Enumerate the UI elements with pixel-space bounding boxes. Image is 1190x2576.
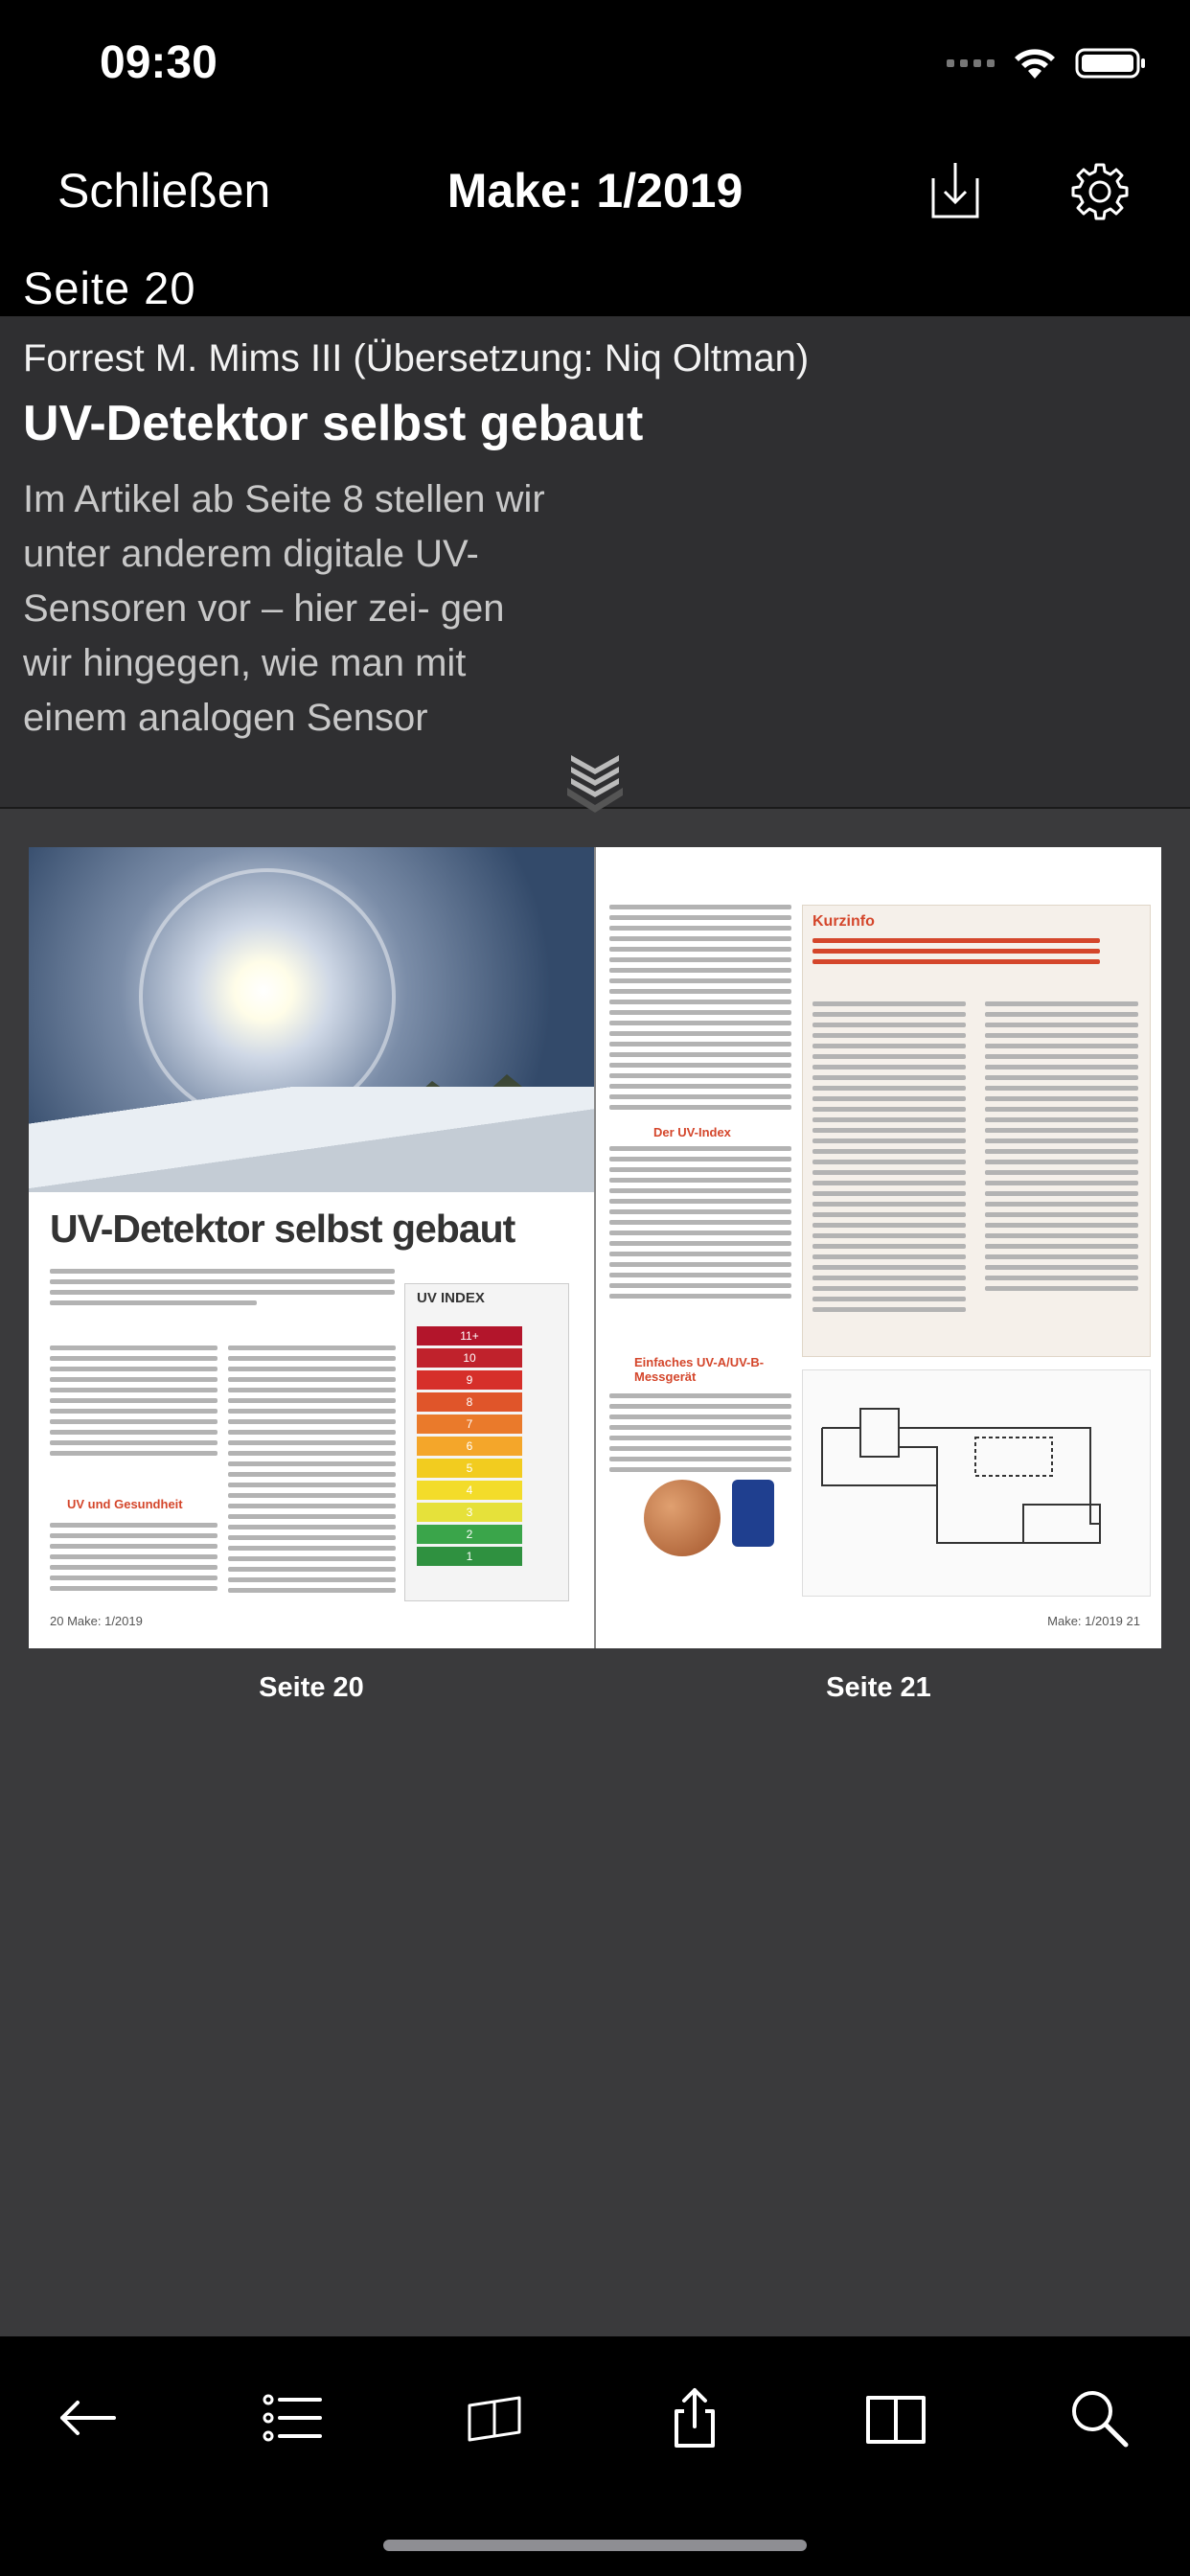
uv-index-title: UV INDEX <box>417 1290 485 1306</box>
article-title: UV-Detektor selbst gebaut <box>23 396 644 451</box>
checklist-column <box>812 1001 966 1318</box>
uv-level: 4 <box>417 1481 522 1500</box>
gear-icon[interactable] <box>1069 161 1131 222</box>
navigation-bar <box>0 134 1190 254</box>
body-column-2 <box>228 1346 396 1598</box>
intro-text <box>50 1269 395 1311</box>
body-column-1b <box>50 1523 217 1597</box>
status-time: 09:30 <box>100 37 217 88</box>
home-indicator[interactable] <box>383 2540 807 2551</box>
article-teaser: Im Artikel ab Seite 8 stellen wir unter anderem digitale UV-Sensoren vor – hier zei- gen wir hingegen, wie man mit einem analogen Sensor <box>23 478 545 739</box>
body-column-left <box>609 905 791 1116</box>
uv-level: 8 <box>417 1392 522 1412</box>
page-footer: 20 Make: 1/2019 <box>50 1614 143 1628</box>
back-arrow-icon[interactable] <box>55 2384 122 2451</box>
close-button[interactable]: Schließen <box>57 164 271 218</box>
page-headline: UV-Detektor selbst gebaut <box>50 1207 515 1251</box>
magazine-spread <box>29 847 1161 1648</box>
uv-level: 2 <box>417 1525 522 1544</box>
uv-scale <box>417 1326 522 1569</box>
uv-level: 10 <box>417 1348 522 1368</box>
status-bar <box>0 0 1190 134</box>
download-icon[interactable] <box>926 157 985 222</box>
status-indicators <box>947 46 1148 80</box>
uv-level: 9 <box>417 1370 522 1390</box>
snow-slope <box>29 1087 594 1192</box>
list-icon[interactable] <box>259 2384 326 2451</box>
section-simple-meter: Einfaches UV-A/UV-B-Messgerät <box>634 1355 765 1384</box>
book-icon[interactable] <box>862 2384 929 2451</box>
page-header <box>0 254 1190 316</box>
page-flip-icon[interactable] <box>460 2384 527 2451</box>
wifi-icon <box>1012 46 1058 80</box>
signal-icon <box>947 59 995 67</box>
battery-icon <box>1075 46 1148 80</box>
uv-level: 3 <box>417 1503 522 1522</box>
article-author: Forrest M. Mims III (Übersetzung: Niq Oltman) <box>23 337 810 380</box>
current-page-label: Seite 20 <box>23 263 196 313</box>
body-column-left-c <box>609 1393 791 1478</box>
kurzinfo-box <box>802 905 1151 1357</box>
page-caption-21: Seite 21 <box>826 1672 931 1703</box>
share-icon[interactable] <box>661 2384 728 2451</box>
uv-level: 6 <box>417 1437 522 1456</box>
circuit-schematic <box>803 1370 1150 1596</box>
page-caption-20: Seite 20 <box>259 1672 364 1703</box>
uv-index-box <box>404 1283 569 1601</box>
material-column <box>985 1001 1138 1297</box>
page-thumbnail-20[interactable] <box>29 847 594 1648</box>
section-heading: UV und Gesundheit <box>67 1497 183 1511</box>
section-uv-index: Der UV-Index <box>653 1125 731 1139</box>
article-info-panel <box>0 316 1190 809</box>
search-icon[interactable] <box>1065 2384 1133 2451</box>
uv-level: 1 <box>417 1547 522 1566</box>
uv-level: 11+ <box>417 1326 522 1346</box>
expand-chevron-icon[interactable] <box>565 749 625 818</box>
kurzinfo-bullets <box>812 938 1100 970</box>
sensor-board-photo <box>732 1480 774 1547</box>
page-thumbnail-21[interactable] <box>596 847 1161 1648</box>
body-column-left-b <box>609 1146 791 1304</box>
magazine-title: Make: 1/2019 <box>446 164 744 218</box>
page-footer: Make: 1/2019 21 <box>1047 1614 1140 1628</box>
coin-photo <box>644 1480 721 1556</box>
uv-level: 5 <box>417 1459 522 1478</box>
body-column-1 <box>50 1346 217 1461</box>
uv-level: 7 <box>417 1414 522 1434</box>
circuit-diagram <box>802 1369 1151 1597</box>
kurzinfo-title: Kurzinfo <box>812 913 875 930</box>
